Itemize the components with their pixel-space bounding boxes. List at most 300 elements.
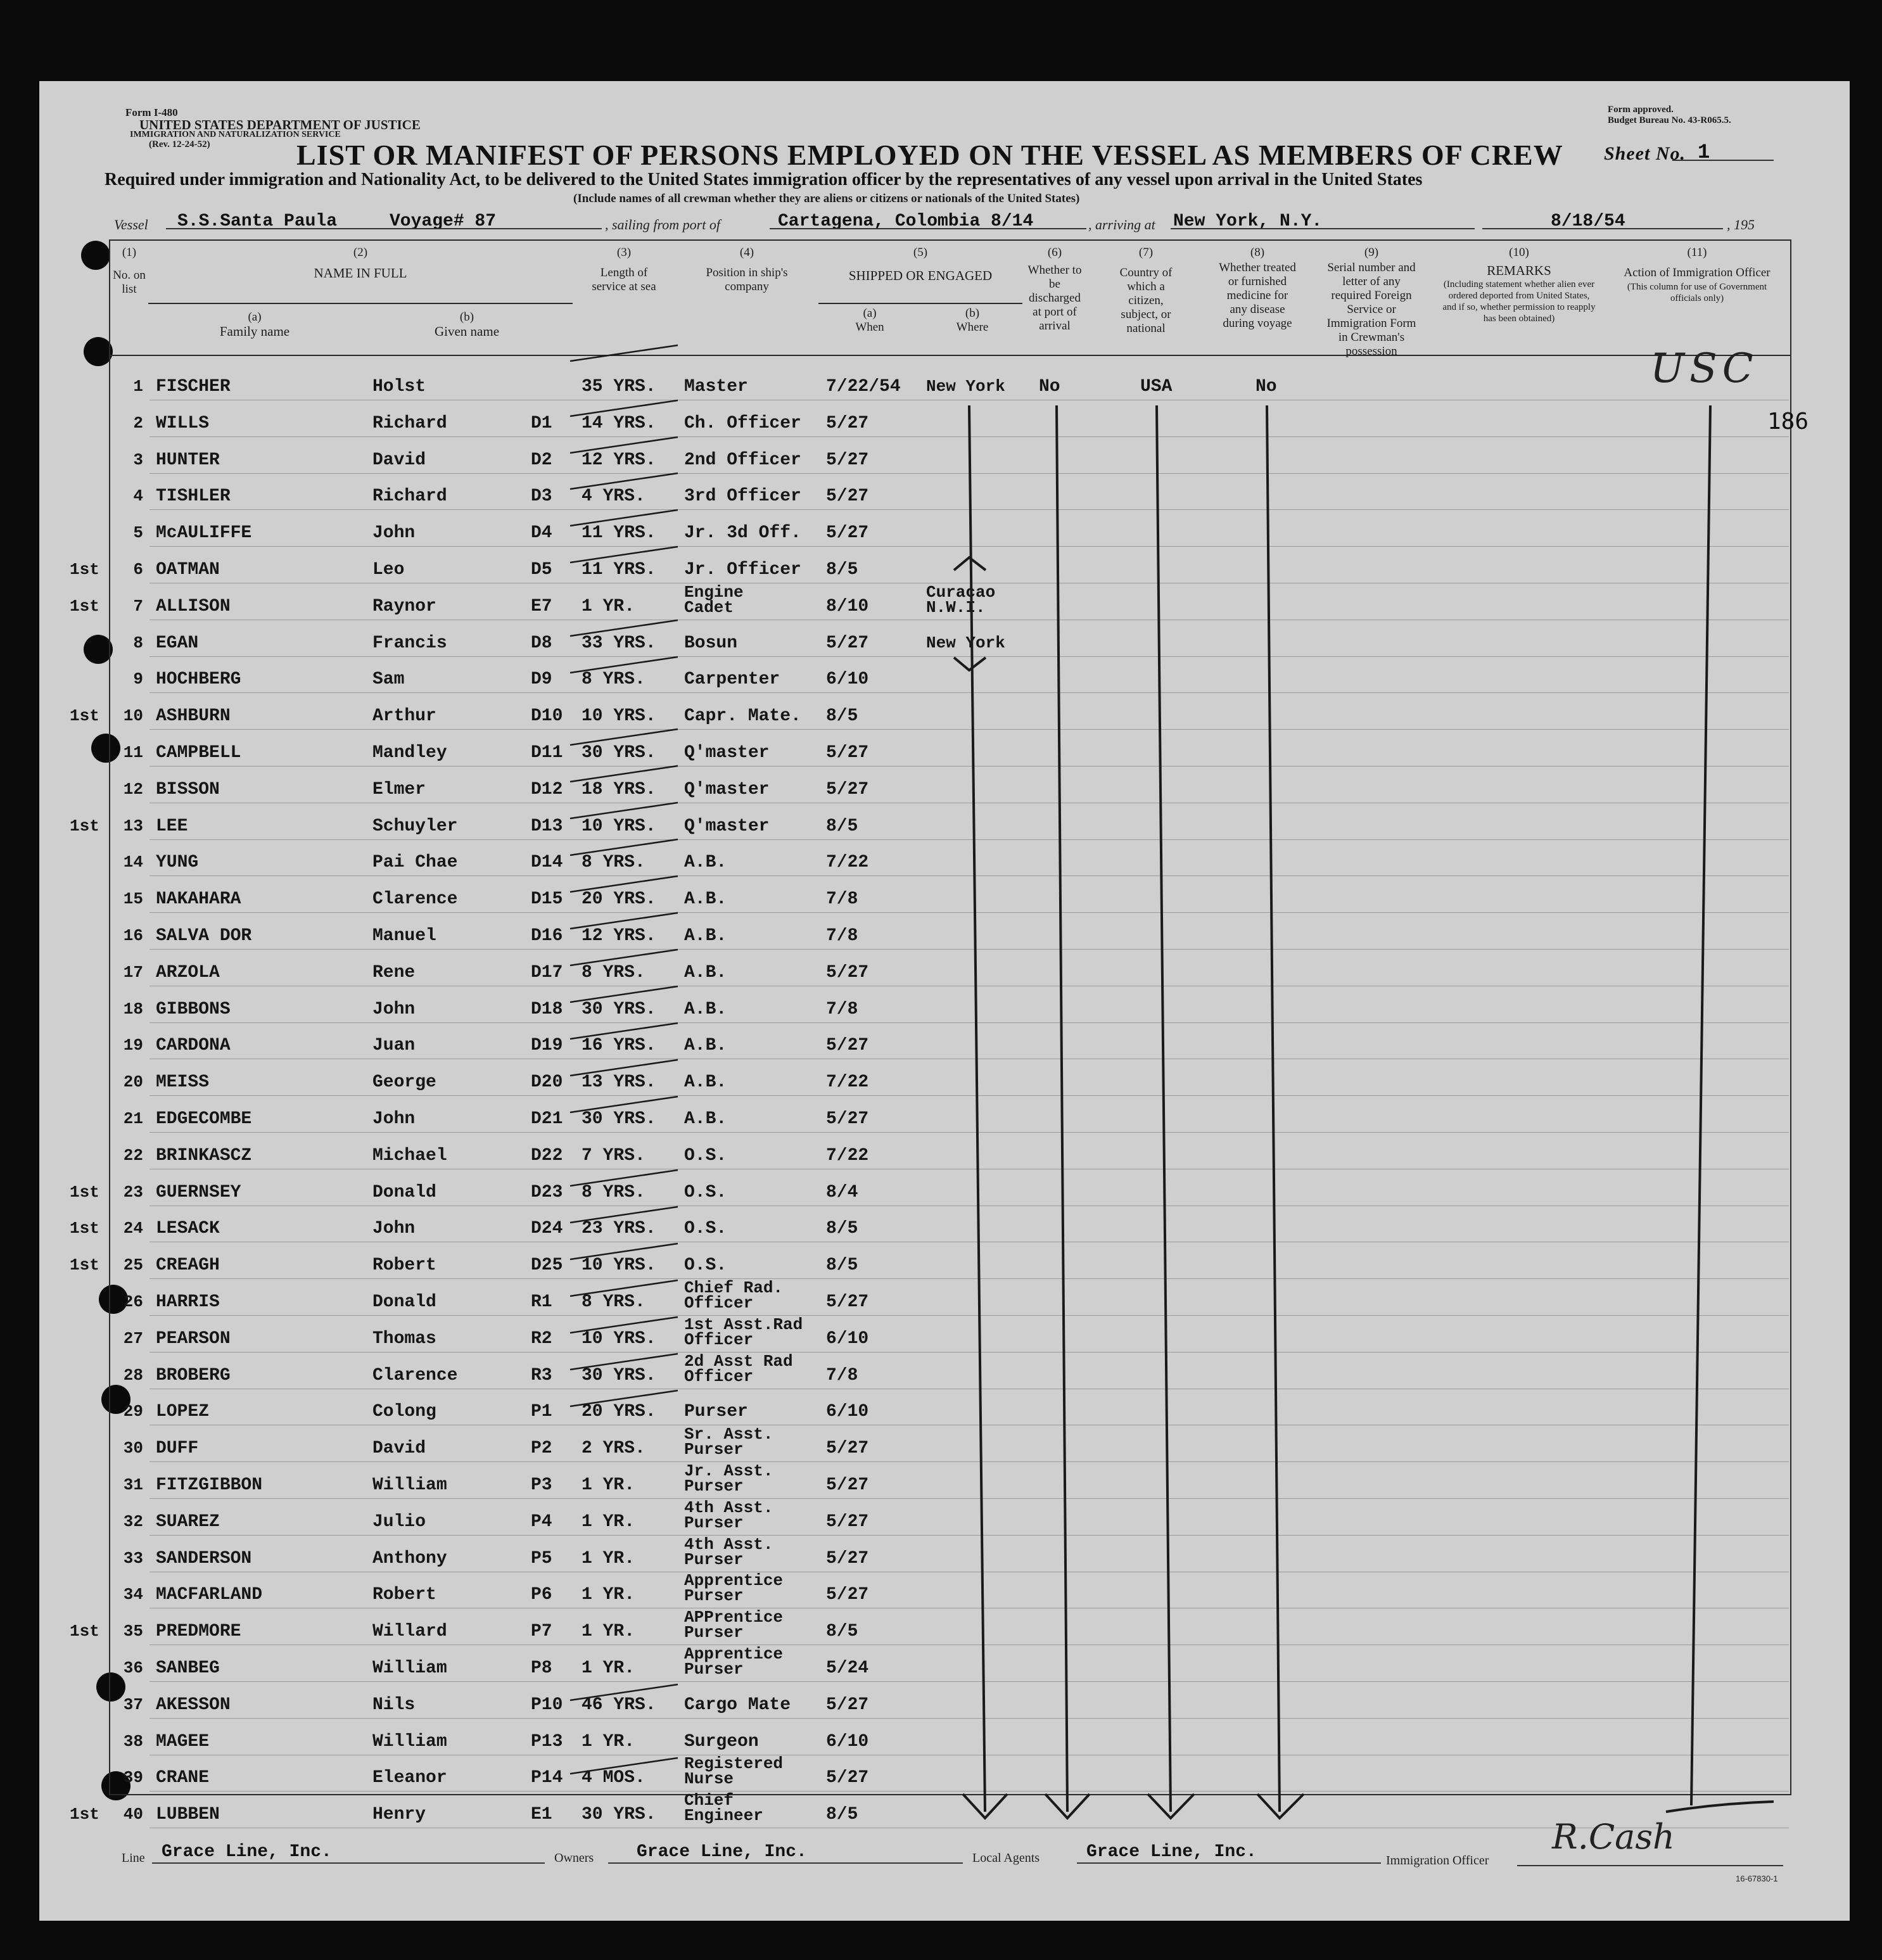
line-underline — [152, 1862, 545, 1864]
length-of-service: 8 YRS. — [582, 853, 645, 873]
given-name: Holst — [372, 377, 426, 397]
shipped-when: 7/22 — [826, 1072, 869, 1093]
position: A.B. — [684, 1072, 727, 1093]
position: Master — [684, 377, 748, 397]
row-number: 36 — [123, 1658, 143, 1677]
col9-header: (9) Serial number and letter of any required Foreign Service or Immigration Form in Crewman's possession — [1326, 246, 1416, 358]
budget-bureau: Budget Bureau No. 43-R065.5. — [1608, 115, 1731, 125]
given-name: Sam — [372, 670, 405, 690]
row-number: 19 — [123, 1036, 143, 1055]
family-name: McAULIFFE — [156, 523, 252, 544]
crew-code: D15 — [531, 889, 563, 910]
family-name: LEE — [156, 816, 188, 836]
position: Surgeon — [684, 1731, 759, 1752]
crew-code: E1 — [531, 1805, 552, 1825]
row-number: 38 — [123, 1731, 143, 1751]
manifest-subnote: (Include names of all crewman whether they are aliens or citizens or nationals of the United States) — [573, 192, 1080, 205]
position-line2: Purser — [684, 1513, 744, 1532]
first-trip-mark: 1st — [70, 1805, 99, 1824]
family-name: LOPEZ — [156, 1402, 210, 1422]
family-name: MACFARLAND — [156, 1585, 263, 1605]
shipped-when: 5/27 — [826, 743, 869, 763]
form-approved: Form approved. — [1608, 105, 1674, 115]
position-line1: Jr. Asst. — [684, 1461, 773, 1480]
position: 3rd Officer — [684, 487, 801, 507]
crew-code: D10 — [531, 706, 563, 727]
sheet-label: Sheet No. — [1604, 143, 1686, 164]
agents-value: Grace Line, Inc. — [1086, 1842, 1257, 1862]
medical-treatment: No — [1256, 377, 1277, 397]
first-trip-mark: 1st — [70, 1219, 99, 1238]
shipped-when: 8/5 — [826, 1256, 858, 1276]
col5-header: (5) SHIPPED OR ENGAGED — [848, 246, 993, 283]
length-of-service: 30 YRS. — [582, 1365, 656, 1385]
citizenship-country: USA — [1140, 377, 1173, 397]
shipped-when: 5/27 — [826, 1109, 869, 1129]
length-of-service: 30 YRS. — [582, 743, 656, 763]
position-line2: Purser — [684, 1623, 744, 1643]
department-line: UNITED STATES DEPARTMENT OF JUSTICE — [139, 117, 421, 132]
form-number: Form I-480 — [125, 106, 178, 118]
length-of-service: 7 YRS. — [582, 1145, 645, 1166]
col2b-header: (b) Given name — [434, 310, 500, 339]
length-of-service: 20 YRS. — [582, 1402, 656, 1422]
length-of-service: 18 YRS. — [582, 779, 656, 799]
given-name: Elmer — [372, 779, 426, 799]
col8-header: (8) Whether treated or furnished medicine for any disease during voyage — [1219, 246, 1296, 330]
row-number: 10 — [123, 706, 143, 726]
position-line2: Purser — [684, 1660, 744, 1679]
given-name: Eleanor — [372, 1768, 447, 1788]
given-name: Juan — [372, 1036, 416, 1056]
family-name: GIBBONS — [156, 999, 231, 1019]
length-of-service: 1 YR. — [582, 1585, 635, 1605]
position: O.S. — [684, 1145, 727, 1166]
row-number: 26 — [123, 1292, 143, 1311]
position-line2: Purser — [684, 1586, 744, 1606]
shipped-where-line1: Curacao — [926, 582, 996, 602]
given-name: Thomas — [372, 1328, 436, 1349]
position: Purser — [684, 1402, 748, 1422]
shipped-when: 8/5 — [826, 706, 858, 727]
crew-code: P14 — [531, 1768, 563, 1788]
position-line1: Apprentice — [684, 1571, 784, 1591]
length-of-service: 23 YRS. — [582, 1219, 656, 1239]
officer-initials: USC — [1650, 345, 1758, 392]
arrival-date: 8/18/54 — [1551, 212, 1625, 231]
position-line1: Engine — [684, 582, 744, 602]
family-name: MEISS — [156, 1072, 210, 1093]
shipped-when: 5/27 — [826, 1548, 869, 1569]
shipped-when: 8/5 — [826, 1219, 858, 1239]
officer-underline — [1517, 1865, 1783, 1866]
row-number: 2 — [133, 413, 143, 433]
length-of-service: 20 YRS. — [582, 889, 656, 910]
shipped-when: 5/27 — [826, 1511, 869, 1532]
shipped-when: 5/27 — [826, 1439, 869, 1459]
crew-code: P8 — [531, 1658, 552, 1678]
family-name: EGAN — [156, 633, 199, 653]
agents-label: Local Agents — [972, 1851, 1040, 1865]
row-number: 31 — [123, 1475, 143, 1494]
row-number: 39 — [123, 1768, 143, 1788]
row-number: 13 — [123, 816, 143, 836]
shipped-when: 7/22 — [826, 1145, 869, 1166]
row-number: 14 — [123, 853, 143, 872]
position: A.B. — [684, 1109, 727, 1129]
shipped-when: 8/5 — [826, 560, 858, 580]
position-line2: Nurse — [684, 1769, 734, 1789]
crew-code: P7 — [531, 1622, 552, 1642]
shipped-when: 7/8 — [826, 926, 858, 946]
position: Cargo Mate — [684, 1695, 791, 1715]
crew-code: D8 — [531, 633, 552, 653]
family-name: CARDONA — [156, 1036, 231, 1056]
col2a-header: (a) Family name — [219, 310, 290, 339]
shipped-when: 7/22 — [826, 853, 869, 873]
length-of-service: 1 YR. — [582, 1475, 635, 1495]
length-of-service: 14 YRS. — [582, 413, 656, 433]
length-of-service: 16 YRS. — [582, 1036, 656, 1056]
family-name: CRANE — [156, 1768, 210, 1788]
arriving-label: , arriving at — [1088, 217, 1155, 232]
length-of-service: 10 YRS. — [582, 1328, 656, 1349]
family-name: BISSON — [156, 779, 220, 799]
position-line1: Sr. Asst. — [684, 1425, 773, 1444]
position: Bosun — [684, 633, 738, 653]
given-name: Colong — [372, 1402, 436, 1422]
shipped-when: 5/27 — [826, 523, 869, 544]
officer-label: Immigration Officer — [1386, 1854, 1489, 1868]
col5a-header: (a) When — [855, 307, 884, 334]
row-number: 11 — [123, 743, 143, 762]
family-name: SALVA DOR — [156, 926, 252, 946]
crew-code: P2 — [531, 1439, 552, 1459]
crew-code: D24 — [531, 1219, 563, 1239]
row-number: 4 — [133, 487, 143, 506]
row-number: 22 — [123, 1145, 143, 1165]
print-code: 16-67830-1 — [1736, 1874, 1778, 1883]
discharged-at-arrival: No — [1039, 377, 1060, 397]
position-line1: 1st Asst.Rad — [684, 1314, 803, 1334]
family-name: YUNG — [156, 853, 199, 873]
given-name: Richard — [372, 413, 447, 433]
length-of-service: 1 YR. — [582, 1731, 635, 1752]
vessel-name: S.S.Santa Paula — [177, 212, 338, 231]
row-number: 33 — [123, 1548, 143, 1568]
family-name: SANBEG — [156, 1658, 220, 1678]
position: Q'master — [684, 779, 770, 799]
owners-value: Grace Line, Inc. — [637, 1842, 807, 1862]
row-number: 5 — [133, 523, 143, 543]
length-of-service: 10 YRS. — [582, 816, 656, 836]
given-name: Julio — [372, 1511, 426, 1532]
row-number: 3 — [133, 450, 143, 469]
length-of-service: 30 YRS. — [582, 1109, 656, 1129]
col3-header: (3) Length of service at sea — [592, 246, 656, 293]
line-value: Grace Line, Inc. — [162, 1842, 332, 1862]
family-name: AKESSON — [156, 1695, 231, 1715]
crew-code: D14 — [531, 853, 563, 873]
crew-code: D19 — [531, 1036, 563, 1056]
crew-code: D17 — [531, 962, 563, 983]
family-name: CAMPBELL — [156, 743, 241, 763]
shipped-when: 5/27 — [826, 450, 869, 470]
length-of-service: 46 YRS. — [582, 1695, 656, 1715]
owners-underline — [608, 1862, 963, 1864]
given-name: John — [372, 1109, 416, 1129]
position-line1: 4th Asst. — [684, 1498, 773, 1517]
col7-header: (7) Country of which a citizen, subject, or national — [1119, 246, 1173, 335]
shipped-when: 6/10 — [826, 1328, 869, 1349]
length-of-service: 11 YRS. — [582, 523, 656, 544]
position-line2: Purser — [684, 1440, 744, 1460]
page-stamp-number: 186 — [1767, 409, 1809, 435]
position-line1: 2d Asst Rad — [684, 1351, 793, 1371]
position-line1: Apprentice — [684, 1645, 784, 1664]
given-name: Anthony — [372, 1548, 447, 1569]
given-name: Clarence — [372, 889, 458, 910]
position: A.B. — [684, 999, 727, 1019]
position: Ch. Officer — [684, 413, 801, 433]
given-name: Robert — [372, 1585, 436, 1605]
sailing-label: , sailing from port of — [605, 217, 720, 232]
position: A.B. — [684, 1036, 727, 1056]
first-trip-mark: 1st — [70, 1182, 99, 1202]
shipped-when: 5/27 — [826, 1292, 869, 1312]
crew-code: D16 — [531, 926, 563, 946]
position-line2: Engineer — [684, 1806, 763, 1826]
owners-label: Owners — [554, 1851, 594, 1865]
length-of-service: 1 YR. — [582, 1622, 635, 1642]
row-number: 15 — [123, 889, 143, 909]
family-name: DUFF — [156, 1439, 199, 1459]
given-name: Leo — [372, 560, 405, 580]
first-trip-mark: 1st — [70, 560, 99, 579]
row-number: 7 — [133, 596, 143, 616]
col1-header: (1) No. on list — [113, 246, 146, 296]
first-trip-mark: 1st — [70, 1256, 99, 1275]
given-name: John — [372, 999, 416, 1019]
given-name: John — [372, 523, 416, 544]
given-name: Robert — [372, 1256, 436, 1276]
family-name: WILLS — [156, 413, 210, 433]
col10-header: (10) REMARKS (Including statement whether alien ever ordered deported from United States, and if so, whether permission to reapply has been obtained) — [1442, 246, 1596, 324]
given-name: Donald — [372, 1182, 436, 1202]
crew-code: P13 — [531, 1731, 563, 1752]
crew-code: D23 — [531, 1182, 563, 1202]
row-number: 20 — [123, 1072, 143, 1092]
shipped-when: 7/8 — [826, 1365, 858, 1385]
position-line1: APPrentice — [684, 1608, 784, 1627]
line-label: Line — [122, 1851, 145, 1865]
position-line2: Officer — [684, 1330, 754, 1349]
shipped-when: 5/27 — [826, 487, 869, 507]
length-of-service: 1 YR. — [582, 1511, 635, 1532]
family-name: LUBBEN — [156, 1805, 220, 1825]
crew-code: P1 — [531, 1402, 552, 1422]
sheet-number: 1 — [1698, 141, 1710, 164]
shipped-when: 8/5 — [826, 816, 858, 836]
given-name: Mandley — [372, 743, 447, 763]
position: Q'master — [684, 816, 770, 836]
position: O.S. — [684, 1182, 727, 1202]
given-name: Michael — [372, 1145, 447, 1166]
row-number: 35 — [123, 1622, 143, 1641]
agents-underline — [1077, 1862, 1381, 1864]
position-line2: Cadet — [684, 597, 734, 617]
row-number: 28 — [123, 1365, 143, 1385]
given-name: David — [372, 1439, 426, 1459]
first-trip-mark: 1st — [70, 596, 99, 616]
crew-code: D1 — [531, 413, 552, 433]
col11-header: (11) Action of Immigration Officer (This column for use of Government officials only) — [1624, 246, 1771, 303]
shipped-where: New York — [926, 633, 1005, 652]
length-of-service: 12 YRS. — [582, 450, 656, 470]
given-name: Rene — [372, 962, 416, 983]
crew-code: D20 — [531, 1072, 563, 1093]
given-name: Arthur — [372, 706, 436, 727]
given-name: Willard — [372, 1622, 447, 1642]
first-trip-mark: 1st — [70, 816, 99, 836]
row-number: 21 — [123, 1109, 143, 1128]
length-of-service: 10 YRS. — [582, 706, 656, 727]
crew-code: D3 — [531, 487, 552, 507]
family-name: BRINKASCZ — [156, 1145, 252, 1166]
row-number: 32 — [123, 1511, 143, 1531]
shipped-when: 5/27 — [826, 1695, 869, 1715]
length-of-service: 1 YR. — [582, 1658, 635, 1678]
position: A.B. — [684, 962, 727, 983]
crew-code: D22 — [531, 1145, 563, 1166]
given-name: George — [372, 1072, 436, 1093]
shipped-when: 5/27 — [826, 1475, 869, 1495]
family-name: TISHLER — [156, 487, 231, 507]
col5b-header: (b) Where — [956, 307, 989, 334]
position: Capr. Mate. — [684, 706, 801, 727]
shipped-where-line2: N.W.I. — [926, 597, 986, 617]
departure-port: Cartagena, Colombia 8/14 — [778, 212, 1034, 231]
given-name: William — [372, 1731, 447, 1752]
length-of-service: 11 YRS. — [582, 560, 656, 580]
revision-line: (Rev. 12-24-52) — [149, 139, 210, 150]
length-of-service: 4 MOS. — [582, 1768, 645, 1788]
family-name: SUAREZ — [156, 1511, 220, 1532]
family-name: LESACK — [156, 1219, 220, 1239]
given-name: Clarence — [372, 1365, 458, 1385]
manifest-title: LIST OR MANIFEST OF PERSONS EMPLOYED ON THE VESSEL AS MEMBERS OF CREW — [296, 139, 1563, 171]
family-name: PEARSON — [156, 1328, 231, 1349]
length-of-service: 4 YRS. — [582, 487, 645, 507]
family-name: SANDERSON — [156, 1548, 252, 1569]
position: A.B. — [684, 853, 727, 873]
crew-code: D25 — [531, 1256, 563, 1276]
service-line: IMMIGRATION AND NATURALIZATION SERVICE — [130, 130, 341, 139]
shipped-when: 5/27 — [826, 1585, 869, 1605]
crew-code: D4 — [531, 523, 552, 544]
position-line1: 4th Asst. — [684, 1534, 773, 1554]
arrival-port: New York, N.Y. — [1173, 212, 1323, 231]
row-number: 18 — [123, 999, 143, 1019]
shipped-when: 5/27 — [826, 962, 869, 983]
row-number: 16 — [123, 926, 143, 945]
given-name: Henry — [372, 1805, 426, 1825]
given-name: Schuyler — [372, 816, 458, 836]
position: Jr. 3d Off. — [684, 523, 801, 544]
row-number: 37 — [123, 1695, 143, 1714]
crew-code: R2 — [531, 1328, 552, 1349]
shipped-when: 8/5 — [826, 1622, 858, 1642]
crew-code: D2 — [531, 450, 552, 470]
length-of-service: 1 YR. — [582, 1548, 635, 1569]
shipped-when: 5/24 — [826, 1658, 869, 1678]
col2-number: (2) — [353, 246, 368, 259]
family-name: CREAGH — [156, 1256, 220, 1276]
year-suffix: , 195 — [1727, 217, 1755, 232]
shipped-when: 7/8 — [826, 999, 858, 1019]
given-name: William — [372, 1475, 447, 1495]
manifest-subtitle: Required under immigration and Nationality Act, to be delivered to the United States immigration officer by the representatives of any vessel upon arrival in the United States — [105, 170, 1423, 189]
row-number: 25 — [123, 1256, 143, 1275]
length-of-service: 8 YRS. — [582, 962, 645, 983]
crew-code: P10 — [531, 1695, 563, 1715]
given-name: William — [372, 1658, 447, 1678]
length-of-service: 1 YR. — [582, 596, 635, 616]
length-of-service: 8 YRS. — [582, 1182, 645, 1202]
family-name: MAGEE — [156, 1731, 210, 1752]
officer-signature: R.Cash — [1552, 1817, 1675, 1857]
position: O.S. — [684, 1256, 727, 1276]
family-name: ASHBURN — [156, 706, 231, 727]
crew-code: D5 — [531, 560, 552, 580]
row-number: 23 — [123, 1182, 143, 1202]
row-number: 24 — [123, 1219, 143, 1238]
shipped-when: 6/10 — [826, 1402, 869, 1422]
position-line2: Officer — [684, 1294, 754, 1313]
shipped-when: 7/8 — [826, 889, 858, 910]
family-name: FISCHER — [156, 377, 231, 397]
crew-code: P6 — [531, 1585, 552, 1605]
crew-code: D11 — [531, 743, 563, 763]
crew-code: R3 — [531, 1365, 552, 1385]
shipped-when: 5/27 — [826, 1768, 869, 1788]
col6-header: (6) Whether to be discharged at port of arrival — [1027, 246, 1082, 333]
row-number: 17 — [123, 962, 143, 982]
shipped-when: 8/10 — [826, 596, 869, 616]
length-of-service: 33 YRS. — [582, 633, 656, 653]
position-line1: Chief Rad. — [684, 1278, 784, 1297]
given-name: John — [372, 1219, 416, 1239]
crew-code: P5 — [531, 1548, 552, 1569]
given-name: Francis — [372, 633, 447, 653]
crew-code: D13 — [531, 816, 563, 836]
position-line2: Purser — [684, 1550, 744, 1569]
vessel-label: Vessel — [114, 217, 148, 232]
length-of-service: 8 YRS. — [582, 670, 645, 690]
family-name: BROBERG — [156, 1365, 231, 1385]
given-name: David — [372, 450, 426, 470]
position: Jr. Officer — [684, 560, 801, 580]
crew-code: E7 — [531, 596, 552, 616]
position-line2: Officer — [684, 1366, 754, 1386]
family-name: HUNTER — [156, 450, 220, 470]
row-number: 6 — [133, 560, 143, 579]
given-name: Nils — [372, 1695, 416, 1715]
length-of-service: 8 YRS. — [582, 1292, 645, 1312]
given-name: Richard — [372, 487, 447, 507]
crew-code: D12 — [531, 779, 563, 799]
length-of-service: 13 YRS. — [582, 1072, 656, 1093]
